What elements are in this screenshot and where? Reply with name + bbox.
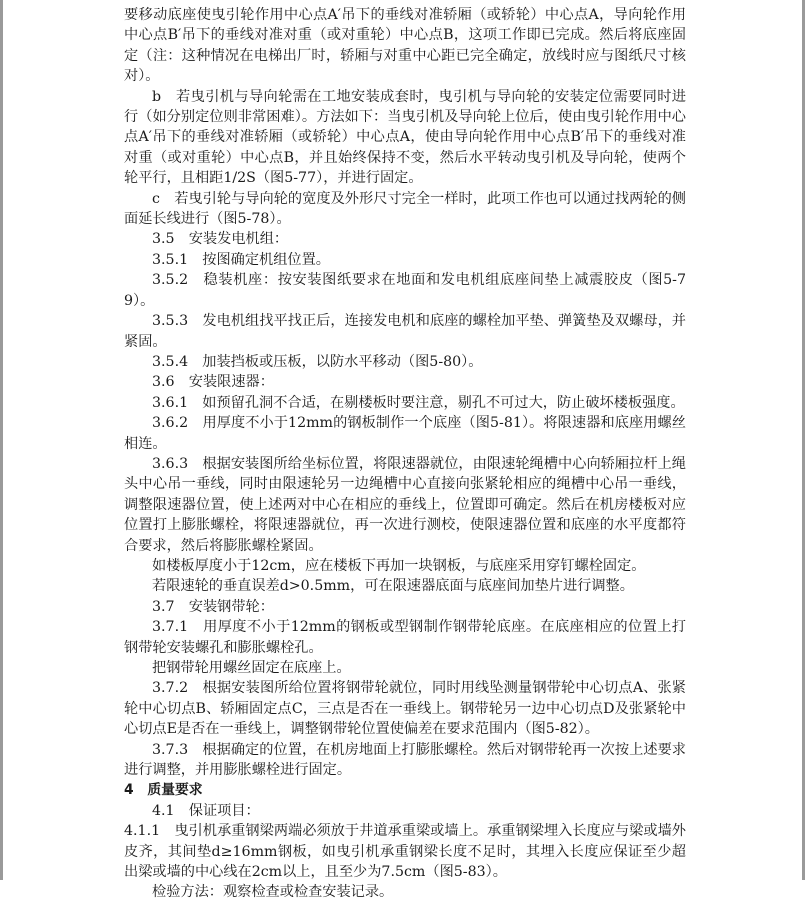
paragraph: 3.7.1 用厚度不小于12mm的钢板或型钢制作钢带轮底座。在底座相应的位置上打钢带轮安装螺孔和膨胀螺栓孔。: [124, 619, 686, 656]
section-heading: 4 质量要求: [124, 782, 203, 799]
paragraph: c 若曳引轮与导向轮的宽度及外形尺寸完全一样时，此项工作也可以通过找两轮的侧面延长线进行（图5-78）。: [124, 190, 686, 228]
paragraph: 4.1.1 曳引机承重钢梁两端必须放于井道承重梁或墙上。承重钢梁埋入长度应与梁或墙外皮齐，其间垫d≥16mm钢板，如曳引机承重钢梁长度不足时，其埋入长度应保证至少超出梁或墙的中心线在2cm以上，且至少为7.5cm（图5-83）。: [124, 823, 686, 881]
paragraph: 3.6.3 根据安装图所给坐标位置，将限速器就位，由限速轮绳槽中心向轿厢拉杆上绳头中心吊一垂线，同时由限速轮另一边绳槽中心直接向张紧轮相应的绳槽中心吊一垂线，调整限速器位置，使上述两对中心在相应的垂线上，位置即可确定。然后在机房楼板对应位置打上膨胀螺栓，将限速器就位，再一次进行测校，使限速器位置和底座的水平度都符合要求，然后将膨胀螺栓紧固。: [124, 455, 686, 554]
paragraph: 3.7.2 根据安装图所给位置将钢带轮就位，同时用线坠测量钢带轮中心切点A、张紧轮中心切点B、轿厢固定点C，三点是否在一垂线上。钢带轮另一边中心切点D及张紧轮中心切点E是否在一垂线上，调整钢带轮位置使偏差在要求范围内（图5-82）。: [124, 680, 686, 738]
paragraph: 3.5 安装发电机组：: [152, 231, 289, 248]
paragraph: 3.5.1 按图确定机组位置。: [152, 251, 330, 268]
paragraph: 要移动底座使曳引轮作用中心点A′吊下的垂线对准轿厢（或轿轮）中心点A，导向轮作用中心点B′吊下的垂线对准对重（或对重轮）中心点B，这项工作即已完成。然后将底座固定（注：这种情况在电梯出厂时，轿厢与对重中心距已完全确定，放线时应与图纸尺寸核对）。: [124, 7, 686, 85]
paragraph: b 若曳引机与导向轮需在工地安装成套时，曳引机与导向轮的安装定位需要同时进行（如分别定位则非常困难）。方法如下：当曳引机及导向轮上位后，使由曳引轮作用中心点A′吊下的垂线对准轿厢（或轿轮）中心点A，使由导向轮作用中心点B′吊下的垂线对准对重（或对重轮）中心点B，并且始终保持不变，然后水平转动曳引机及导向轮，使两个轮平行，且相距1/2S（图5-77），并进行固定。: [124, 88, 686, 187]
paragraph: 3.5.3 发电机组找平找正后，连接发电机和底座的螺栓加平垫、弹簧垫及双螺母，并紧固。: [124, 313, 686, 350]
paragraph: 3.6 安装限速器：: [152, 374, 274, 391]
page-left-border: [0, 0, 3, 880]
paragraph: 3.7 安装钢带轮：: [152, 598, 274, 615]
paragraph: 把钢带轮用螺丝固定在底座上。: [152, 660, 351, 676]
paragraph: 3.7.3 根据确定的位置，在机房地面上打膨胀螺栓。然后对钢带轮再一次按上述要求进行调整，并用膨胀螺栓进行固定。: [124, 741, 686, 779]
paragraph: 3.5.2 稳装机座：按安装图纸要求在地面和发电机组底座间垫上减震胶皮（图5-79）。: [124, 272, 686, 309]
paragraph: 如楼板厚度小于12cm，应在楼板下再加一块钢板，与底座采用穿钉螺栓固定。: [152, 557, 646, 574]
paragraph: 3.6.2 用厚度不小于12mm的钢板制作一个底座（图5-81）。将限速器和底座用螺丝相连。: [124, 415, 686, 452]
paragraph: 3.6.1 如预留孔洞不合适，在剔楼板时要注意，剔孔不可过大，防止破坏楼板强度。: [152, 394, 685, 411]
paragraph: 若限速轮的垂直误差d>0.5mm，可在限速器底面与底座间加垫片进行调整。: [152, 578, 634, 595]
paragraph: 4.1 保证项目：: [152, 802, 260, 819]
document-body: [124, 5, 686, 901]
paragraph: 检验方法：观察检查或检查安装记录。: [152, 884, 394, 901]
paragraph: 3.5.4 加装挡板或压板，以防水平移动（图5-80）。: [152, 353, 483, 370]
